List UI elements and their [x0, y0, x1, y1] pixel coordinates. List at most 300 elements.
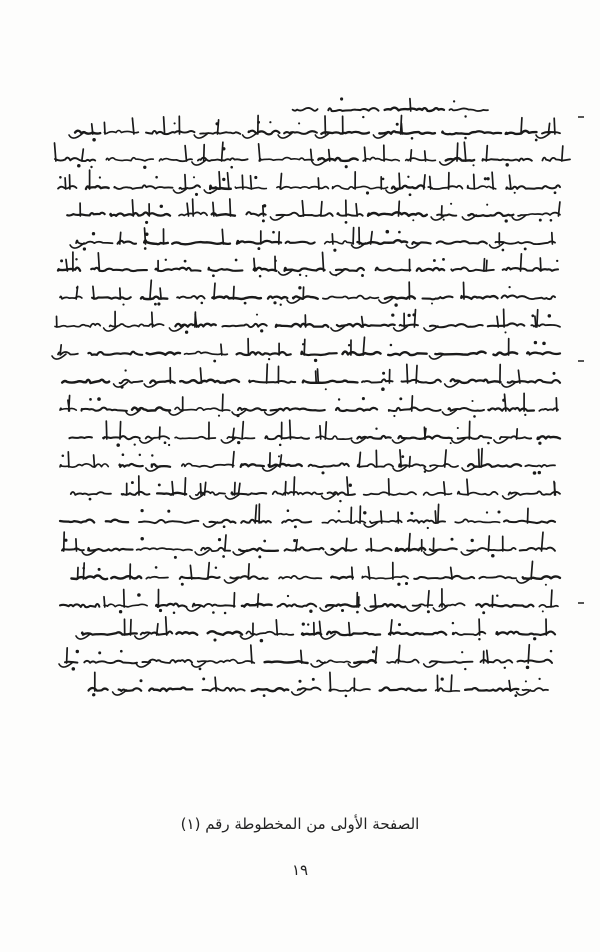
handwriting-dot: [222, 178, 225, 181]
handwriting-word: [179, 185, 200, 189]
handwriting-dot: [504, 667, 506, 669]
handwriting-dot: [484, 177, 487, 180]
handwriting-stroke: [132, 200, 133, 216]
handwriting-dot: [202, 677, 205, 680]
handwriting-stroke: [225, 535, 226, 551]
handwriting-word: [282, 520, 311, 523]
handwriting-stroke: [321, 202, 322, 216]
handwriting-dot: [412, 219, 414, 221]
handwriting-word: [527, 352, 560, 354]
handwriting-word: [317, 660, 350, 663]
handwriting-word: [343, 352, 381, 355]
handwriting-stroke: [531, 561, 532, 579]
handwriting-word: [92, 297, 131, 299]
handwriting-stroke: [414, 310, 415, 327]
handwriting-word: [252, 688, 288, 691]
handwriting-word: [496, 241, 556, 244]
handwriting-dot: [393, 415, 395, 417]
handwriting-stroke: [70, 243, 84, 248]
handwriting-dot: [260, 639, 264, 643]
handwriting-dot: [348, 344, 350, 346]
handwriting-word: [276, 324, 329, 327]
handwriting-dot: [140, 537, 143, 540]
handwriting-stroke: [258, 594, 259, 607]
handwriting-dot: [442, 258, 445, 261]
handwriting-word: [110, 212, 170, 215]
handwriting-word: [146, 436, 169, 438]
handwriting-stroke: [311, 662, 325, 667]
handwriting-dot: [164, 441, 167, 444]
handwriting-word: [69, 437, 92, 438]
handwriting-dot: [398, 623, 401, 626]
handwriting-dot: [472, 164, 474, 166]
handwriting-dot: [539, 219, 542, 222]
handwriting-stroke: [222, 394, 223, 411]
handwriting-stroke: [479, 619, 480, 635]
handwriting-dot: [464, 137, 467, 140]
handwriting-word: [177, 296, 205, 299]
handwriting-word: [520, 548, 555, 551]
handwriting-stroke: [481, 449, 482, 467]
handwriting-stroke: [185, 146, 186, 161]
handwriting-dot: [165, 259, 167, 261]
handwriting-word: [157, 493, 186, 495]
handwriting-dot: [538, 678, 540, 680]
handwriting-stroke: [318, 369, 319, 383]
handwriting-dot: [542, 342, 546, 346]
handwriting-word: [238, 408, 266, 411]
handwriting-dot: [168, 444, 170, 446]
handwriting-word: [389, 632, 446, 635]
handwriting-stroke: [425, 429, 426, 439]
handwriting-stroke: [540, 258, 541, 271]
handwriting-dot: [268, 358, 270, 360]
handwriting-stroke: [552, 233, 553, 244]
handwriting-stroke: [371, 539, 372, 552]
handwriting-dot: [305, 275, 307, 277]
handwriting-word: [237, 352, 291, 355]
handwriting-stroke: [389, 479, 390, 495]
handwriting-word: [269, 464, 302, 467]
handwriting-dot: [396, 123, 399, 126]
handwriting-dot: [554, 191, 557, 194]
handwriting-dot: [433, 259, 436, 262]
handwriting-stroke: [353, 228, 354, 244]
handwriting-word: [455, 519, 499, 522]
handwriting-stroke: [93, 286, 94, 299]
handwriting-word: [298, 688, 321, 691]
handwriting-dot: [535, 139, 538, 142]
handwriting-dot: [524, 414, 526, 416]
handwriting-dot: [471, 539, 474, 542]
handwriting-stroke: [486, 260, 487, 271]
handwriting-word: [358, 464, 393, 467]
handwriting-stroke: [76, 539, 77, 551]
handwriting-stroke: [535, 316, 536, 327]
handwriting-dot: [424, 470, 426, 472]
handwriting-stroke: [301, 650, 302, 663]
handwriting-stroke: [302, 201, 303, 216]
handwriting-dot: [260, 329, 263, 332]
handwriting-dot: [514, 694, 517, 697]
handwriting-dot: [64, 539, 67, 542]
handwriting-dot: [464, 668, 466, 670]
handwriting-stroke: [280, 174, 281, 190]
handwriting-stroke: [411, 150, 412, 161]
handwriting-dot: [195, 193, 198, 196]
handwriting-dot: [487, 442, 490, 445]
handwriting-dot: [272, 231, 275, 234]
handwriting-word: [209, 268, 243, 271]
handwriting-word: [413, 604, 433, 606]
handwriting-stroke: [311, 149, 312, 161]
handwriting-stroke: [484, 259, 485, 271]
handwriting-dot: [218, 415, 220, 417]
handwriting-dot: [99, 176, 101, 178]
handwriting-stroke: [375, 595, 376, 607]
handwriting-word: [333, 186, 388, 189]
handwriting-dot: [174, 122, 176, 124]
handwriting-stroke: [294, 477, 295, 495]
handwriting-dot: [427, 527, 429, 529]
handwriting-stroke: [318, 178, 319, 189]
handwriting-word: [152, 464, 170, 467]
handwriting-stroke: [322, 494, 336, 499]
handwriting-stroke: [320, 426, 321, 439]
handwriting-word: [285, 547, 324, 550]
handwriting-dot: [143, 166, 146, 169]
handwriting-dot: [473, 415, 476, 418]
handwriting-stroke: [120, 422, 121, 439]
handwriting-stroke: [410, 99, 411, 111]
handwriting-stroke: [394, 326, 408, 331]
handwriting-dot: [230, 166, 233, 169]
handwriting-dot: [553, 372, 556, 375]
handwriting-word: [542, 158, 570, 161]
handwriting-stroke: [509, 175, 511, 189]
handwriting-dot: [140, 679, 143, 682]
handwriting-word: [362, 379, 393, 382]
handwriting-word: [180, 577, 220, 579]
handwriting-dot: [356, 611, 359, 614]
handwriting-dot: [471, 400, 473, 402]
handwriting-dot: [173, 612, 176, 615]
handwriting-word: [539, 605, 558, 607]
handwriting-dot: [224, 612, 227, 615]
handwriting-stroke: [486, 146, 487, 161]
handwriting-dot: [548, 314, 551, 317]
handwriting-dot: [325, 388, 327, 390]
handwriting-dot: [134, 443, 136, 445]
handwriting-word: [322, 520, 365, 523]
handwriting-dot: [538, 471, 541, 474]
handwriting-stroke: [259, 144, 260, 161]
handwriting-stroke: [399, 173, 400, 189]
handwriting-word: [309, 463, 349, 467]
handwriting-word: [424, 492, 452, 495]
handwriting-dot: [431, 302, 433, 304]
handwriting-dot: [184, 260, 187, 263]
handwriting-dot: [213, 638, 216, 641]
handwriting-stroke: [254, 258, 255, 271]
handwriting-word: [336, 408, 377, 411]
handwriting-word: [55, 158, 95, 161]
handwriting-stroke: [325, 422, 326, 439]
handwriting-stroke: [276, 620, 277, 635]
handwriting-word: [325, 241, 354, 244]
handwriting-stroke: [157, 624, 158, 635]
handwriting-word: [277, 187, 329, 189]
handwriting-word: [210, 520, 236, 523]
handwriting-dot: [441, 677, 444, 680]
handwriting-word: [132, 407, 170, 410]
handwriting-stroke: [445, 382, 459, 387]
handwriting-dot: [486, 511, 488, 513]
handwriting-word: [284, 131, 317, 134]
handwriting-word: [368, 212, 427, 216]
handwriting-dot: [362, 116, 364, 118]
handwriting-word: [476, 604, 533, 607]
handwriting-dot: [443, 219, 445, 221]
handwriting-dot: [457, 427, 459, 429]
handwriting-word: [451, 268, 494, 272]
handwriting-stroke: [346, 538, 347, 551]
handwriting-word: [396, 548, 425, 551]
handwriting-dot: [349, 484, 352, 487]
handwriting-word: [385, 296, 415, 298]
handwriting-dot: [382, 178, 385, 181]
handwriting-stroke: [442, 410, 456, 415]
handwriting-stroke: [330, 672, 331, 691]
handwriting-stroke: [325, 550, 339, 555]
handwriting-dot: [508, 286, 510, 288]
handwriting-dot: [158, 483, 161, 486]
handwriting-dot: [160, 205, 163, 208]
handwriting-dot: [122, 453, 125, 456]
handwriting-word: [58, 186, 77, 189]
handwriting-word: [363, 157, 399, 161]
handwriting-dot: [92, 138, 96, 142]
handwriting-dot: [461, 651, 463, 653]
handwriting-dot: [386, 230, 390, 234]
handwriting-stroke: [104, 326, 118, 331]
handwriting-word: [62, 548, 84, 550]
handwriting-word: [180, 380, 239, 383]
handwriting-dot: [542, 610, 544, 612]
handwriting-word: [55, 324, 100, 327]
handwriting-word: [408, 520, 445, 523]
handwriting-stroke: [467, 479, 468, 495]
handwriting-word: [273, 491, 323, 494]
handwriting-word: [149, 688, 192, 691]
handwriting-word: [88, 352, 142, 355]
handwriting-stroke: [126, 410, 140, 415]
handwriting-stroke: [312, 160, 326, 165]
handwriting-dot: [89, 398, 92, 401]
handwriting-word: [212, 297, 261, 299]
handwriting-stroke: [359, 452, 360, 467]
handwriting-dot: [504, 331, 506, 333]
handwriting-word: [412, 242, 430, 244]
handwriting-stroke: [316, 371, 317, 383]
handwriting-word: [488, 408, 534, 411]
handwriting-stroke: [554, 118, 555, 134]
handwriting-dot: [339, 500, 341, 502]
handwriting-stroke: [242, 175, 243, 189]
handwriting-dot: [278, 455, 280, 457]
handwriting-word: [337, 213, 362, 216]
handwriting-word: [423, 296, 453, 299]
handwriting-dot: [533, 637, 536, 640]
handwriting-dot: [478, 638, 480, 640]
handwriting-stroke: [214, 283, 215, 299]
handwriting-word: [203, 688, 245, 691]
handwriting-word: [242, 604, 272, 607]
handwriting-stroke: [185, 175, 186, 189]
handwriting-stroke: [332, 234, 333, 244]
handwriting-dot: [237, 441, 240, 444]
handwriting-dot: [119, 610, 122, 613]
handwriting-word: [82, 408, 127, 411]
handwriting-dot: [550, 650, 553, 653]
handwriting-dot: [341, 609, 344, 612]
handwriting-dot: [212, 274, 215, 277]
handwriting-word: [172, 242, 230, 244]
handwriting-word: [523, 576, 560, 578]
handwriting-dot: [361, 274, 364, 277]
handwriting-stroke: [166, 617, 167, 635]
handwriting-dot: [287, 509, 290, 512]
handwriting-word: [504, 520, 555, 523]
handwriting-stroke: [375, 647, 376, 663]
handwriting-word: [331, 577, 353, 579]
handwriting-dot: [294, 525, 297, 528]
handwriting-stroke: [521, 118, 522, 134]
handwriting-stroke: [392, 438, 406, 443]
handwriting-dot: [375, 428, 377, 430]
handwriting-dot: [333, 249, 336, 252]
handwriting-dot: [309, 610, 312, 613]
handwriting-stroke: [235, 483, 236, 496]
handwriting-word: [119, 688, 142, 691]
handwriting-stroke: [399, 201, 400, 216]
handwriting-dot: [155, 566, 158, 569]
handwriting-dot: [397, 583, 400, 586]
handwriting-stroke: [192, 662, 206, 667]
handwriting-stroke: [304, 339, 305, 355]
handwriting-stroke: [435, 511, 436, 523]
handwriting-word: [323, 296, 379, 299]
handwriting-dot: [502, 399, 505, 402]
handwriting-word: [318, 158, 357, 161]
handwriting-word: [380, 687, 426, 690]
handwriting-word: [103, 436, 140, 439]
handwriting-dot: [280, 304, 282, 306]
handwriting-stroke: [131, 620, 132, 635]
handwriting-dot: [390, 344, 393, 347]
handwriting-word: [448, 408, 484, 411]
handwriting-dot: [482, 611, 485, 614]
handwriting-stroke: [92, 124, 93, 134]
handwriting-dot: [199, 668, 202, 671]
handwriting-dot: [279, 444, 282, 447]
handwriting-stroke: [430, 177, 431, 190]
handwriting-stroke: [407, 364, 408, 383]
margin-mark: [578, 116, 584, 118]
handwriting-stroke: [152, 312, 153, 327]
handwriting-word: [436, 688, 460, 691]
handwriting-dot: [505, 219, 508, 222]
handwriting-dot: [185, 331, 188, 334]
handwriting-word: [212, 213, 235, 216]
handwriting-dot: [486, 204, 488, 206]
handwriting-dot: [122, 304, 124, 306]
handwriting-stroke: [219, 172, 220, 189]
handwriting-dot: [257, 247, 260, 250]
handwriting-stroke: [221, 438, 235, 443]
handwriting-dot: [263, 540, 266, 543]
handwriting-dot: [89, 498, 92, 501]
handwriting-dot: [372, 650, 375, 653]
handwriting-word: [428, 186, 462, 189]
handwriting-word: [506, 185, 560, 189]
handwriting-word: [303, 381, 358, 383]
handwriting-dot: [254, 176, 257, 179]
handwriting-dot: [98, 651, 101, 654]
handwriting-word: [503, 268, 558, 271]
handwriting-word: [60, 604, 99, 607]
handwriting-word: [525, 465, 555, 467]
handwriting-dot: [345, 221, 348, 224]
handwriting-dot: [314, 359, 317, 362]
handwriting-stroke: [221, 344, 222, 355]
handwriting-dot: [139, 454, 141, 456]
handwriting-stroke: [230, 199, 231, 216]
handwriting-stroke: [172, 482, 173, 495]
handwriting-word: [146, 577, 168, 579]
handwriting-word: [259, 158, 313, 161]
handwriting-word: [254, 268, 277, 271]
handwriting-dot: [299, 274, 301, 276]
handwriting-dot: [154, 303, 157, 306]
handwriting-dot: [363, 511, 366, 514]
handwriting-stroke: [321, 634, 335, 639]
handwriting-dot: [338, 398, 340, 400]
handwriting-dot: [137, 593, 141, 597]
handwriting-dot: [59, 176, 62, 179]
handwriting-dot: [145, 221, 148, 224]
handwriting-dot: [83, 247, 86, 250]
handwriting-stroke: [349, 623, 350, 635]
handwriting-stroke: [232, 410, 246, 415]
handwriting-dot: [120, 386, 123, 389]
handwriting-dot: [491, 554, 495, 558]
handwriting-word: [232, 492, 267, 494]
handwriting-stroke: [68, 452, 69, 467]
handwriting-dot: [287, 595, 289, 597]
handwriting-word: [58, 268, 80, 271]
handwriting-dot: [275, 260, 277, 262]
handwriting-stroke: [60, 345, 61, 355]
handwriting-stroke: [185, 478, 186, 495]
handwriting-stroke: [120, 288, 121, 299]
handwriting-dot: [120, 650, 123, 653]
handwriting-stroke: [193, 199, 194, 216]
handwriting-stroke: [504, 309, 505, 327]
handwriting-dot: [215, 122, 218, 125]
handwriting-stroke: [267, 364, 268, 383]
handwriting-word: [114, 185, 172, 189]
